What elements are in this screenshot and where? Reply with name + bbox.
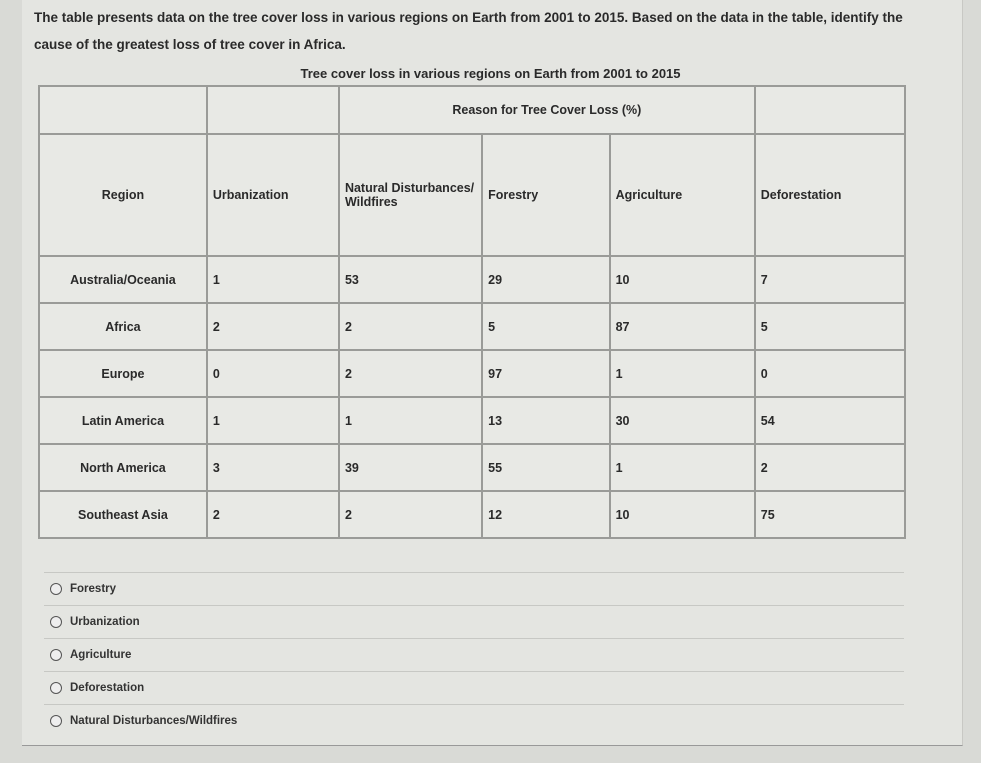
value-cell: 53 — [339, 256, 482, 303]
column-header: Natural Disturbances/ Wildfires — [339, 134, 482, 256]
region-cell: North America — [39, 444, 207, 491]
value-cell: 2 — [339, 350, 482, 397]
radio-button-icon[interactable] — [50, 583, 62, 595]
value-cell: 5 — [482, 303, 609, 350]
choice-label: Agriculture — [70, 649, 132, 661]
table-row — [39, 397, 905, 444]
radio-button-icon[interactable] — [50, 682, 62, 694]
value-cell: 1 — [207, 256, 339, 303]
value-cell: 1 — [610, 350, 755, 397]
value-cell: 10 — [610, 256, 755, 303]
column-header: Region — [39, 134, 207, 256]
value-cell: 1 — [339, 397, 482, 444]
radio-button-icon[interactable] — [50, 715, 62, 727]
value-cell: 39 — [339, 444, 482, 491]
value-cell: 55 — [482, 444, 609, 491]
value-cell: 3 — [207, 444, 339, 491]
choice-option[interactable] — [44, 671, 904, 704]
table-caption: Tree cover loss in various regions on Earth from 2001 to 2015 — [300, 66, 681, 81]
region-cell: Latin America — [39, 397, 207, 444]
value-cell: 54 — [755, 397, 905, 444]
header-blank — [207, 86, 339, 134]
value-cell: 0 — [755, 350, 905, 397]
table-row — [39, 303, 905, 350]
value-cell: 0 — [207, 350, 339, 397]
question-text: The table presents data on the tree cover loss in various regions on Earth from 2001 to 2015. Based on the data in the table, identify the cause of the greatest loss of tree cover in Africa. — [34, 10, 903, 52]
choice-label: Urbanization — [70, 616, 140, 628]
region-cell: Europe — [39, 350, 207, 397]
radio-button-icon[interactable] — [50, 616, 62, 628]
table-row — [39, 491, 905, 538]
value-cell: 7 — [755, 256, 905, 303]
value-cell: 10 — [610, 491, 755, 538]
region-cell: Africa — [39, 303, 207, 350]
column-header: Deforestation — [755, 134, 905, 256]
value-cell: 97 — [482, 350, 609, 397]
header-blank — [39, 86, 207, 134]
region-cell: Australia/Oceania — [39, 256, 207, 303]
region-cell: Southeast Asia — [39, 491, 207, 538]
choice-option[interactable] — [44, 605, 904, 638]
choice-label: Natural Disturbances/Wildfires — [70, 715, 238, 727]
value-cell: 30 — [610, 397, 755, 444]
choice-option[interactable] — [44, 572, 904, 605]
column-header: Urbanization — [207, 134, 339, 256]
header-blank — [755, 86, 905, 134]
column-header: Agriculture — [610, 134, 755, 256]
value-cell: 12 — [482, 491, 609, 538]
value-cell: 29 — [482, 256, 609, 303]
choice-label: Forestry — [70, 583, 117, 595]
table-row — [39, 256, 905, 303]
value-cell: 87 — [610, 303, 755, 350]
column-header: Forestry — [482, 134, 609, 256]
choice-option[interactable] — [44, 704, 904, 737]
value-cell: 5 — [755, 303, 905, 350]
group-header: Reason for Tree Cover Loss (%) — [339, 86, 755, 134]
value-cell: 2 — [207, 303, 339, 350]
choice-option[interactable] — [44, 638, 904, 671]
value-cell: 75 — [755, 491, 905, 538]
data-table — [38, 85, 906, 539]
table-row — [39, 350, 905, 397]
answer-choices — [44, 572, 904, 737]
value-cell: 2 — [755, 444, 905, 491]
value-cell: 1 — [610, 444, 755, 491]
value-cell: 2 — [339, 491, 482, 538]
radio-button-icon[interactable] — [50, 649, 62, 661]
value-cell: 2 — [339, 303, 482, 350]
value-cell: 13 — [482, 397, 609, 444]
table-row — [39, 444, 905, 491]
value-cell: 1 — [207, 397, 339, 444]
value-cell: 2 — [207, 491, 339, 538]
choice-label: Deforestation — [70, 682, 145, 694]
